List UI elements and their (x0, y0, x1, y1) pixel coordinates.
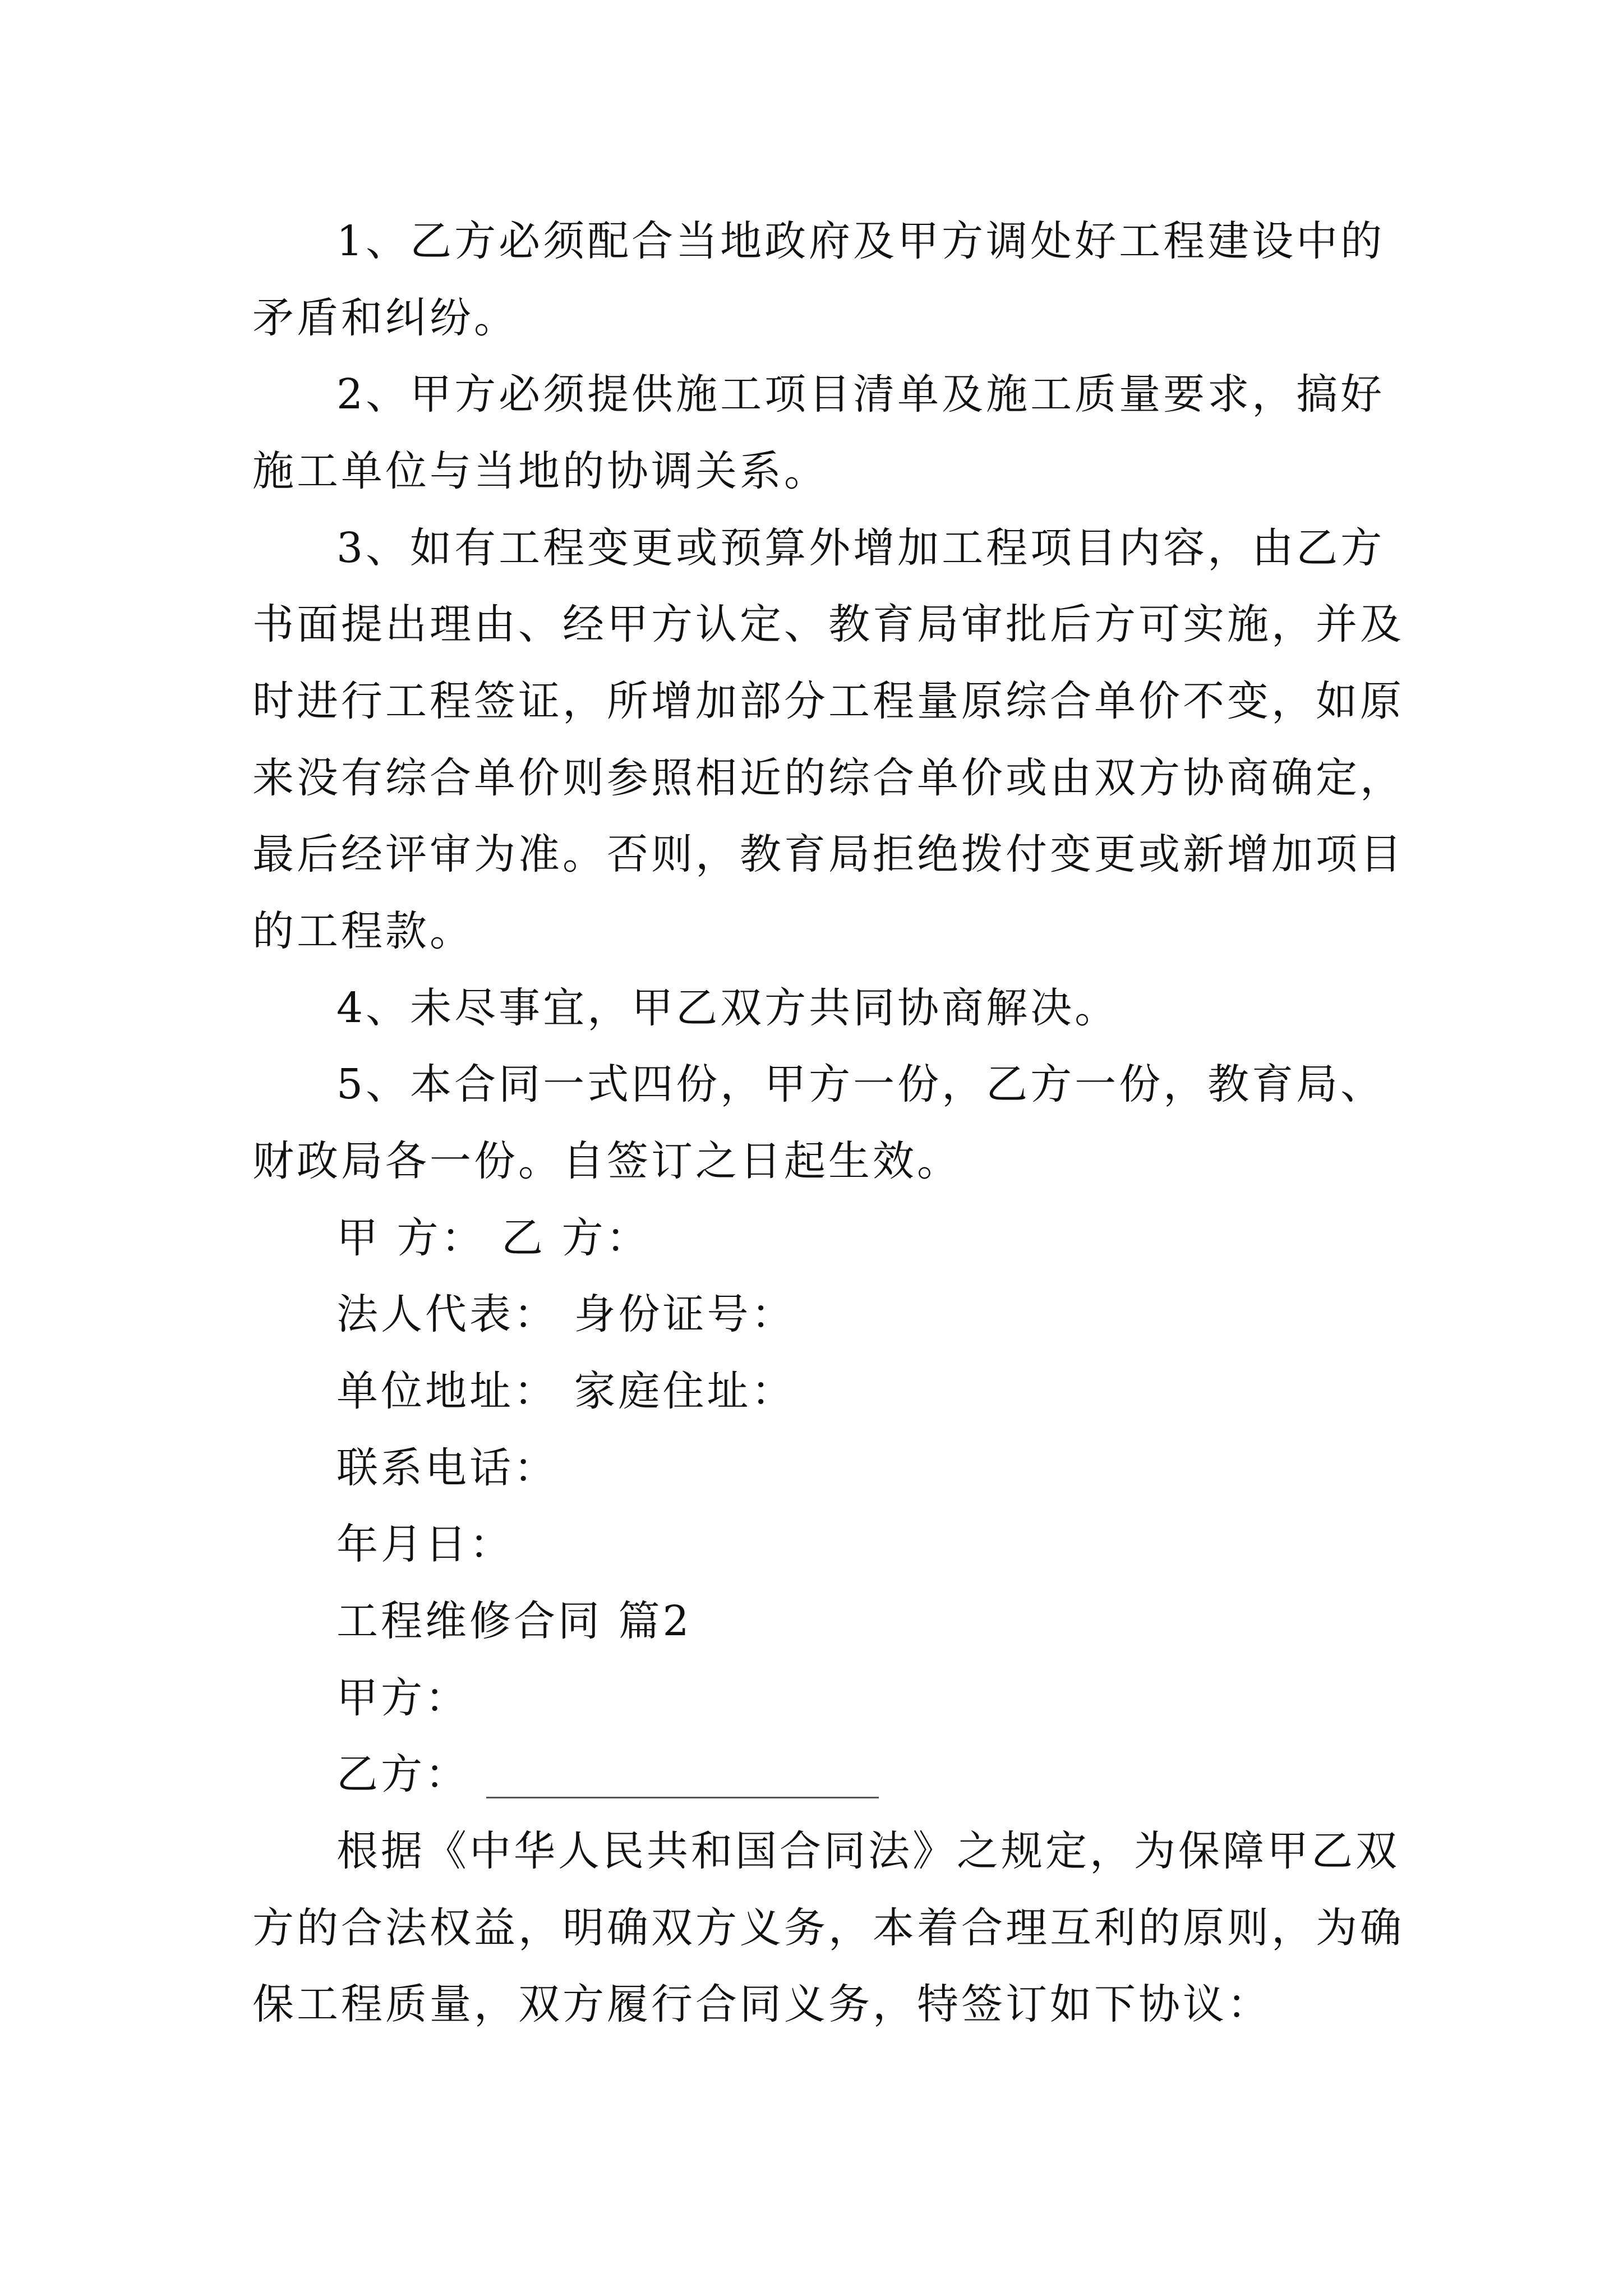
clause-1-line-2: 矛盾和纠纷。 (252, 294, 518, 342)
preamble-line-3: 保工程质量，双方履行合同义务，特签订如下协议： (252, 1980, 1271, 2028)
preamble-line-2: 方的合法权益，明确双方义务，本着合理互利的原则，为确 (252, 1904, 1404, 1952)
clause-3-line-3: 时进行工程签证，所增加部分工程量原综合单价不变，如原 (252, 677, 1404, 725)
preamble-line-1: 根据《中华人民共和国合同法》之规定，为保障甲乙双 (336, 1827, 1400, 1875)
clause-3-line-6: 的工程款。 (252, 907, 474, 955)
party-a-b-label: 甲 方： 乙 方： (336, 1214, 651, 1262)
phone-label: 联系电话： (336, 1444, 558, 1492)
party-b-blank-line (486, 1795, 879, 1798)
clause-5-line-2: 财政局各一份。自签订之日起生效。 (252, 1137, 961, 1185)
clause-5-line-1: 5、本合同一式四份，甲方一份，乙方一份，教育局、 (336, 1060, 1385, 1108)
clause-3-line-1: 3、如有工程变更或预算外增加工程项目内容，由乙方 (336, 524, 1385, 572)
clause-2-line-1: 2、甲方必须提供施工项目清单及施工质量要求，搞好 (336, 370, 1385, 418)
contract-2-party-b-row (336, 1749, 879, 1800)
address-label: 单位地址： 家庭住址： (336, 1367, 796, 1415)
clause-3-line-2: 书面提出理由、经甲方认定、教育局审批后方可实施，并及 (252, 600, 1404, 648)
legal-rep-id-label: 法人代表： 身份证号： (336, 1290, 796, 1338)
clause-1-line-1: 1、乙方必须配合当地政府及甲方调处好工程建设中的 (336, 217, 1385, 265)
contract-2-party-a: 甲方： (336, 1674, 469, 1722)
date-label: 年月日： (336, 1520, 514, 1568)
contract-2-title: 工程维修合同 篇2 (336, 1597, 692, 1645)
clause-3-line-4: 来没有综合单价则参照相近的综合单价或由双方协商确定， (252, 754, 1404, 802)
clause-4-line-1: 4、未尽事宜，甲乙双方共同协商解决。 (336, 984, 1119, 1032)
clause-3-line-5: 最后经评审为准。否则，教育局拒绝拨付变更或新增加项目 (252, 830, 1404, 878)
contract-2-party-b: 乙方： (336, 1750, 469, 1798)
clause-2-line-2: 施工单位与当地的协调关系。 (252, 447, 828, 495)
